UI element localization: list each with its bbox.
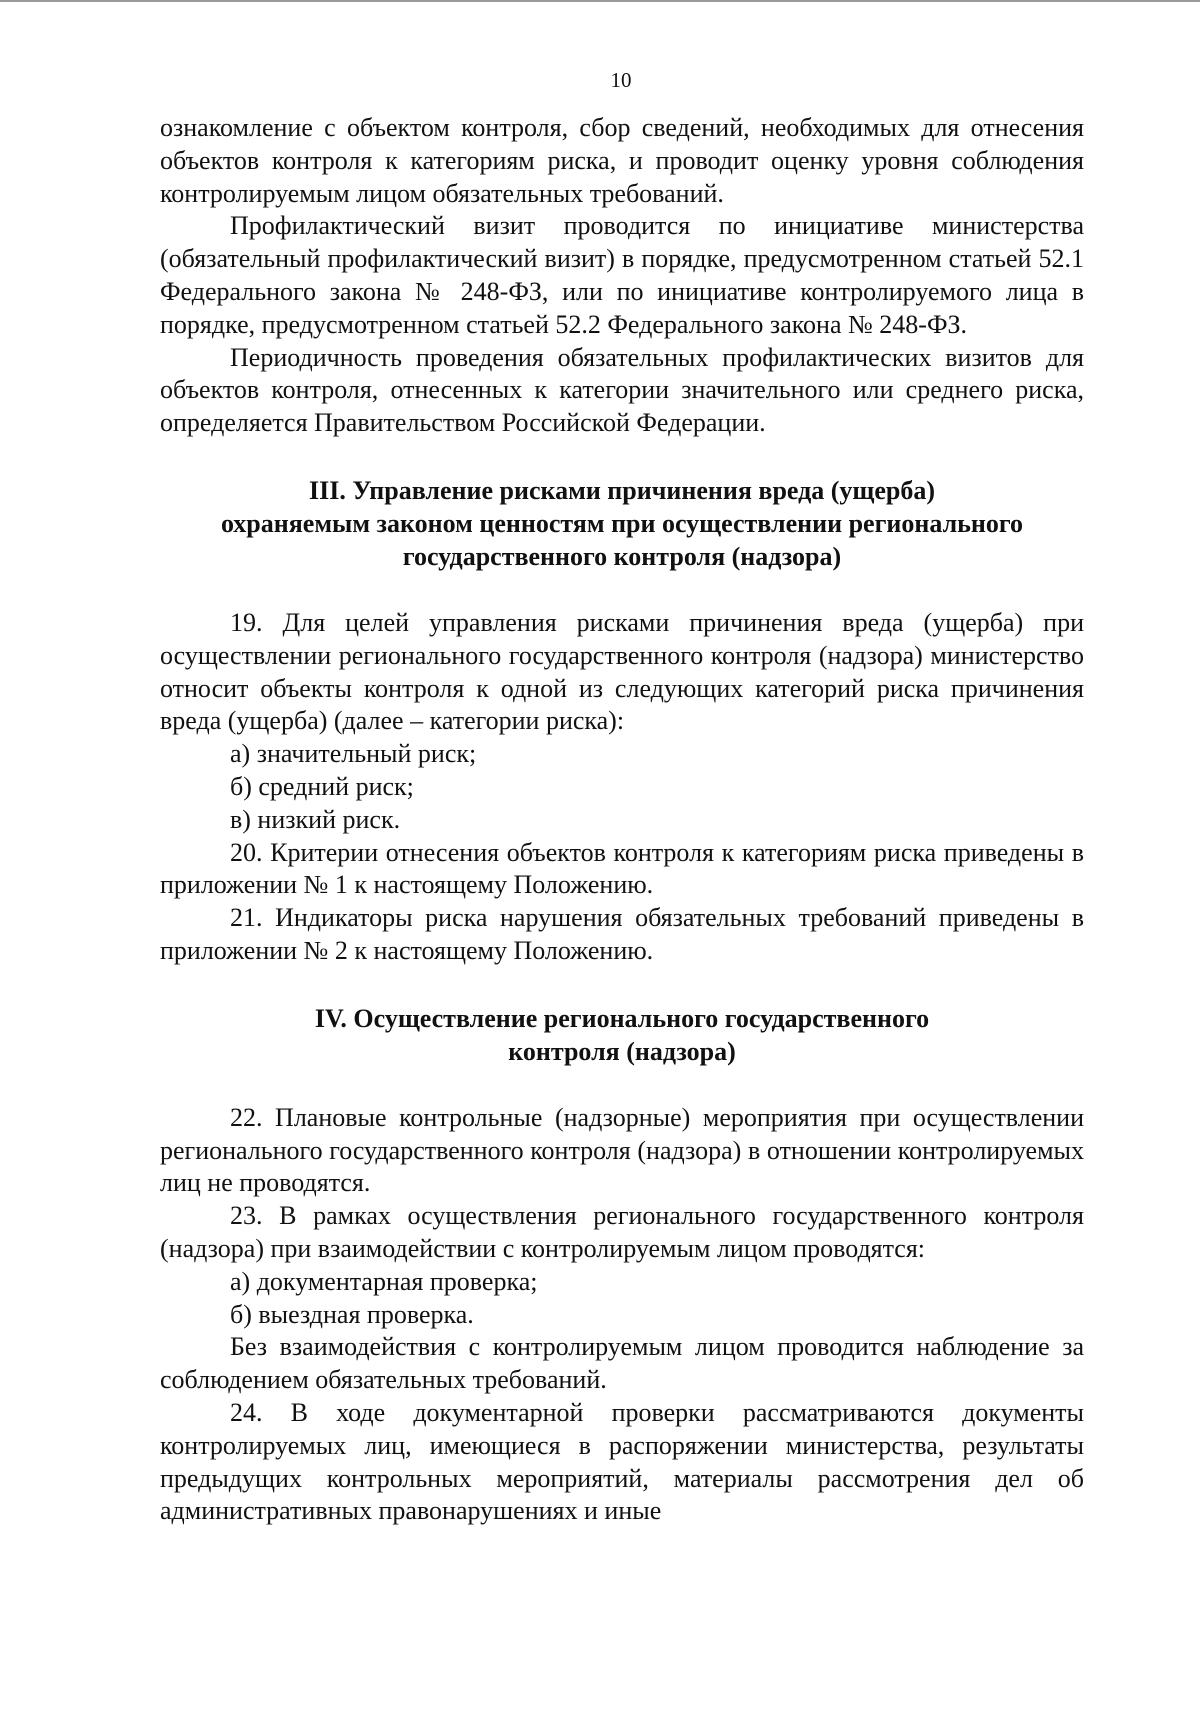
section-4-heading-line-1: IV. Осуществление регионального государственного — [314, 1003, 930, 1033]
section-3-heading — [160, 474, 1084, 573]
section-3-heading-line-3: государственного контроля (надзора) — [402, 541, 842, 571]
spacer — [160, 1068, 1084, 1102]
inspection-type-a: а) документарная проверка; — [230, 1266, 538, 1296]
top-edge-rule — [0, 0, 1200, 2]
clause-21: 21. Индикаторы риска нарушения обязательных требований приведены в приложении № 2 к настоящему Положению. — [160, 903, 1084, 965]
page-number: 10 — [610, 68, 632, 92]
document-body — [160, 112, 1084, 1528]
intro-paragraph-3: Периодичность проведения обязательных профилактических визитов для объектов контроля, отнесенных к категории значительного или среднего риска, определяется Правительством Российской Федерации. — [160, 342, 1084, 438]
inspection-type-b: б) выездная проверка. — [230, 1299, 474, 1329]
intro-paragraph-1: ознакомление с объектом контроля, сбор сведений, необходимых для отнесения объектов контроля к категориям риска, и проводит оценку уровня соблюдения контролируемым лицом обязательных требований. — [160, 113, 1084, 208]
spacer — [160, 573, 1084, 607]
risk-category-c: в) низкий риск. — [230, 804, 401, 834]
intro-paragraph-2: Профилактический визит проводится по инициативе министерства (обязательный профилактический визит) в порядке, предусмотренном статьей 52.1 Федерального закона № 248-ФЗ, или по инициативе контролируемого лица в порядке, предусмотренном статьей 52.2 Федерального закона № 248-ФЗ. — [160, 211, 1084, 339]
risk-category-b: б) средний риск; — [230, 771, 414, 801]
observation-paragraph: Без взаимодействия с контролируемым лицом проводится наблюдение за соблюдением обязательных требований. — [160, 1332, 1084, 1395]
section-3-heading-line-1: III. Управление рисками причинения вреда (ущерба) — [308, 475, 936, 505]
clause-22: 22. Плановые контрольные (надзорные) мероприятия при осуществлении регионального государственного контроля (надзора) в отношении контролируемых лиц не проводятся. — [160, 1102, 1084, 1198]
clause-20: 20. Критерии отнесения объектов контроля к категориям риска приведены в приложении № 1 к настоящему Положению. — [160, 837, 1084, 900]
spacer — [160, 968, 1084, 1002]
clause-24: 24. В ходе документарной проверки рассматриваются документы контролируемых лиц, имеющиеся в распоряжении министерства, результаты предыдущих контрольных мероприятий, материалы рассмотрения дел об административных правонарушениях и иные — [160, 1397, 1084, 1526]
clause-19: 19. Для целей управления рисками причинения вреда (ущерба) при осуществлении регионального государственного контроля (надзора) министерство относит объекты контроля к одной из следующих категорий риска причинения вреда (ущерба) (далее – категории риска): — [160, 607, 1084, 736]
spacer — [160, 440, 1084, 474]
section-4-heading-line-2: контроля (надзора) — [508, 1036, 736, 1066]
section-4-heading — [160, 1002, 1084, 1068]
clause-23: 23. В рамках осуществления регионального государственного контроля (надзора) при взаимодействии с контролируемым лицом проводятся: — [160, 1201, 1084, 1263]
section-3-heading-line-2: охраняемым законом ценностям при осуществлении регионального — [220, 508, 1024, 538]
risk-category-a: а) значительный риск; — [230, 739, 477, 769]
